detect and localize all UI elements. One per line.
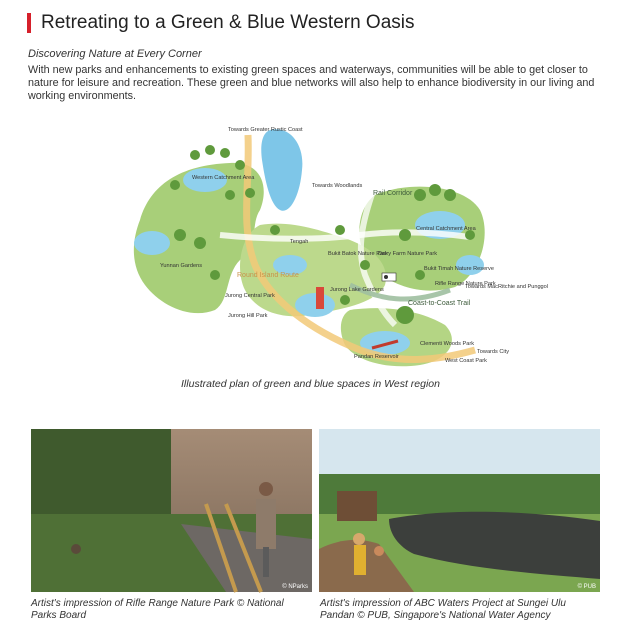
map-label-clementi-woods: Clementi Woods Park bbox=[420, 341, 474, 347]
section-heading bbox=[27, 12, 415, 34]
map-label-pandan-reservoir: Pandan Reservoir bbox=[354, 354, 399, 360]
map-label-rifle-range: Rifle Range Nature Park bbox=[435, 281, 496, 287]
east-pond bbox=[456, 255, 484, 275]
map-label-bukit-batok: Bukit Batok Nature Park bbox=[328, 251, 388, 257]
page-subtitle: Discovering Nature at Every Corner bbox=[28, 48, 202, 60]
intro-paragraph: With new parks and enhancements to existing green spaces and waterways, communities will be able to get closer to nature for leisure and recreation. These green and blue networks will also help to enhance biodiversity in our living and working environments. bbox=[28, 64, 595, 102]
map-label-dairy-farm: Dairy Farm Nature Park bbox=[378, 251, 438, 257]
map-label-jurong-central: Jurong Central Park bbox=[225, 293, 275, 299]
rifle-range-photo bbox=[31, 429, 312, 592]
jurong-lake bbox=[295, 293, 335, 317]
map-label-towards-rustic-coast: Towards Greater Rustic Coast bbox=[228, 127, 303, 133]
map-label-coast-to-coast: Coast-to-Coast Trail bbox=[408, 300, 471, 307]
west-lake bbox=[134, 231, 170, 255]
map-label-western-catchment: Western Catchment Area bbox=[192, 175, 255, 181]
map-label-rail-corridor: Rail Corridor bbox=[373, 190, 413, 197]
map-label-round-island-route: Round Island Route bbox=[237, 272, 299, 279]
ulu-pandan-photo bbox=[319, 429, 600, 592]
map-label-west-coast: West Coast Park bbox=[445, 358, 487, 364]
page-title: Retreating to a Green & Blue Western Oasis bbox=[41, 12, 415, 33]
map-label-jurong-lake: Jurong Lake Gardens bbox=[330, 287, 384, 293]
map-label-towards-city: Towards City bbox=[477, 349, 510, 355]
map-label-jurong-hill: Jurong Hill Park bbox=[228, 313, 268, 319]
rifle-range-caption: Artist's impression of Rifle Range Nature Park © National Parks Board bbox=[31, 598, 284, 621]
map-label-towards-macritchie: Towards MacRitchie and Punggol bbox=[465, 284, 549, 290]
western-reservoir bbox=[261, 129, 302, 211]
map-label-towards-woodlands: Towards Woodlands bbox=[312, 183, 363, 189]
west-region-map bbox=[120, 125, 549, 375]
map-caption: Illustrated plan of green and blue spaces in West region bbox=[181, 378, 440, 390]
map-label-central-catchment: Central Catchment Area bbox=[416, 226, 476, 232]
photo-credit-nparks: © NParks bbox=[282, 584, 308, 590]
pagoda-icon bbox=[316, 287, 324, 309]
cow-icon bbox=[382, 273, 396, 281]
ulu-pandan-caption: Artist's impression of ABC Waters Project at Sungei Ulu Pandan © PUB, Singapore's National Water Agency bbox=[320, 598, 566, 621]
photo-credit-pub: © PUB bbox=[577, 584, 596, 590]
accent-bar bbox=[27, 13, 31, 33]
map-label-yunnan-gardens: Yunnan Gardens bbox=[160, 263, 202, 269]
map-label-bukit-timah: Bukit Timah Nature Reserve bbox=[424, 266, 494, 272]
map-label-tengah: Tengah bbox=[290, 239, 309, 245]
